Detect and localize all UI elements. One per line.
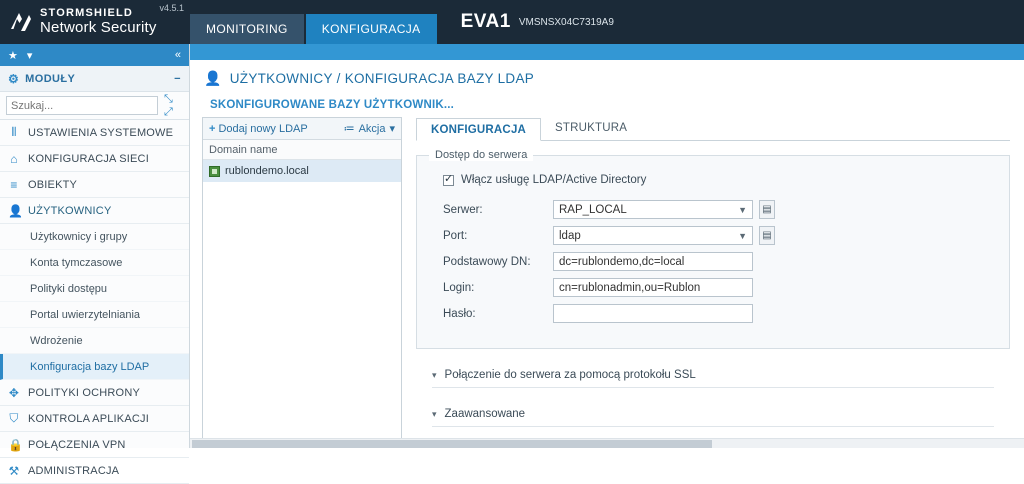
sidebar-item-label: KONFIGURACJA SIECI (28, 152, 149, 165)
haslo-label: Hasło: (443, 307, 476, 320)
collapsible-zaawansowane-label: Zaawansowane (444, 408, 526, 420)
serwer-select[interactable] (553, 200, 753, 219)
login-label: Login: (443, 281, 475, 294)
sidebar-item-label: UŻYTKOWNICY (28, 204, 112, 217)
sidebar-item-polityki-ochrony[interactable] (0, 380, 189, 406)
sidebar-item-label: POŁĄCZENIA VPN (28, 438, 126, 451)
field-row-serwer (433, 200, 993, 219)
haslo-input[interactable] (553, 304, 753, 323)
checkbox-icon[interactable] (443, 175, 454, 186)
top-tabs (190, 0, 439, 44)
port-list-button[interactable] (759, 226, 775, 245)
lock-icon: 🔒 (8, 437, 24, 452)
field-row-login (433, 278, 993, 297)
ldap-form-panel (416, 117, 1024, 439)
section-label: SKONFIGUROWANE BAZY UŻYTKOWNIK... (210, 99, 455, 111)
tools-icon: ⚒ (8, 463, 20, 478)
sidebar-item-uzytkownicy-i-grupy[interactable]: Użytkownicy i grupy (0, 224, 189, 250)
sidebar-item-konta-tymczasowe[interactable]: Konta tymczasowe (0, 250, 189, 276)
field-row-port (433, 226, 993, 245)
top-bar (0, 0, 1024, 44)
port-label: Port: (443, 229, 468, 242)
list-icon: ▤ (762, 230, 772, 241)
appliance-info (461, 0, 614, 44)
chevron-down-icon: ▼ (738, 204, 747, 215)
search-input[interactable] (6, 96, 158, 115)
sidebar-item-polityki-dostepu[interactable]: Polityki dostępu (0, 276, 189, 302)
sidebar-search-row (0, 92, 189, 120)
podstawowy-dn-input[interactable]: dc=rublondemo,dc=local (553, 252, 753, 271)
tab-struktura[interactable]: STRUKTURA (555, 122, 628, 134)
appliance-name: EVA1 (460, 11, 511, 32)
sidebar-item-uzytkownicy[interactable] (0, 198, 189, 224)
sidebar-item-ustawienia-systemowe[interactable] (0, 120, 189, 146)
modules-collapse-icon[interactable]: − (174, 72, 181, 85)
sidebar-item-label: KONTROLA APLIKACJI (28, 412, 149, 425)
list-icon: ▤ (762, 204, 772, 215)
fieldset-legend: Dostęp do serwera (429, 149, 533, 161)
sidebar-item-polaczenia-vpn[interactable] (0, 432, 189, 458)
enable-ldap-checkbox-row[interactable] (443, 174, 993, 186)
menu-icon: ≔ (343, 123, 355, 135)
firmware-version: v4.5.1 (159, 3, 184, 13)
action-label: Akcja (358, 122, 386, 135)
login-input[interactable]: cn=rublonadmin,ou=Rublon (553, 278, 753, 297)
sidebar-item-label: ADMINISTRACJA (28, 464, 120, 477)
sidebar-item-label: USTAWIENIA SYSTEMOWE (28, 126, 174, 139)
user-icon: 👤 (204, 70, 222, 86)
brand-line-1: STORMSHIELD (40, 7, 134, 20)
chevron-down-icon: ▾ (432, 369, 437, 380)
tab-konfiguracja-form[interactable]: KONFIGURACJA (416, 118, 541, 141)
serwer-list-button[interactable] (759, 200, 775, 219)
action-menu-button[interactable] (344, 122, 395, 135)
port-value: ldap (559, 229, 581, 242)
collapsible-ssl[interactable] (416, 369, 1010, 381)
page-title-text: UŻYTKOWNICY / KONFIGURACJA BAZY LDAP (229, 71, 535, 86)
collapsible-zaawansowane[interactable] (416, 408, 1010, 420)
sidebar-item-label: OBIEKTY (28, 178, 78, 191)
gear-icon: ⚙ (8, 71, 20, 86)
sidebar-item-label: POLITYKI OCHRONY (28, 386, 140, 399)
sidebar-item-administracja[interactable] (0, 458, 189, 484)
chevron-down-icon: ▾ (432, 408, 437, 419)
list-column-header: Domain name (203, 140, 401, 160)
form-tabs (416, 117, 1010, 141)
brand-text (40, 8, 157, 35)
sidebar-item-wdrozenie[interactable]: Wdrożenie (0, 328, 189, 354)
chevron-down-icon: ▼ (738, 230, 747, 241)
sidebar (0, 44, 190, 478)
list-toolbar (203, 118, 401, 140)
user-icon: 👤 (8, 203, 24, 218)
field-row-podstawowy-dn (433, 252, 993, 271)
serwer-value: RAP_LOCAL (559, 203, 627, 216)
horizontal-scrollbar[interactable] (190, 438, 1024, 448)
stormshield-logo-icon (8, 9, 34, 35)
network-icon: ⌂ (10, 151, 18, 166)
sidebar-favorites-bar[interactable] (0, 44, 189, 66)
list-item-label: rublondemo.local (225, 165, 309, 177)
add-ldap-button[interactable] (209, 123, 308, 135)
sidebar-item-konfiguracja-sieci[interactable] (0, 146, 189, 172)
sidebar-item-kontrola-aplikacji[interactable] (0, 406, 189, 432)
divider (432, 426, 994, 427)
server-access-fieldset (416, 149, 1010, 349)
table-row[interactable] (203, 160, 401, 182)
sidebar-item-obiekty[interactable] (0, 172, 189, 198)
sidebar-modules-header[interactable] (0, 66, 189, 92)
ldap-list-panel (202, 117, 402, 439)
tab-konfiguracja[interactable]: KONFIGURACJA (306, 14, 437, 44)
podstawowy-dn-label: Podstawowy DN: (443, 255, 531, 268)
collapsible-ssl-label: Połączenie do serwera za pomocą protokołu SSL (444, 369, 696, 381)
modules-label: MODUŁY (25, 72, 76, 85)
field-row-haslo (433, 304, 993, 323)
sidebar-collapse-icon[interactable]: « (174, 49, 181, 61)
sidebar-item-konfiguracja-bazy-ldap[interactable]: Konfiguracja bazy LDAP (0, 354, 189, 380)
ldap-database-icon (209, 166, 220, 177)
chevron-down-icon: ▾ (389, 123, 395, 135)
port-select[interactable] (553, 226, 753, 245)
expand-collapse-icons[interactable]: ⤡ ⤢ (164, 92, 174, 118)
star-icon[interactable]: ★ ▾ (8, 49, 36, 62)
brand-line-2: Network Security (40, 18, 157, 36)
add-ldap-label: Dodaj nowy LDAP (218, 122, 308, 135)
plus-icon: + (209, 122, 216, 135)
shield-icon: ✥ (8, 385, 20, 400)
content-row (190, 117, 1024, 439)
brand-logo-area (0, 0, 190, 44)
sidebar-item-portal-uwierzytelniania[interactable]: Portal uwierzytelniania (0, 302, 189, 328)
appliance-serial: VMSNSX04C7319A9 (518, 16, 614, 28)
page-title (190, 60, 1024, 95)
app-icon: ⛉ (9, 411, 19, 425)
sliders-icon: ⦀ (11, 125, 17, 139)
main-content (190, 60, 1024, 448)
serwer-label: Serwer: (443, 203, 483, 216)
divider (432, 387, 994, 388)
enable-ldap-label: Włącz usługę LDAP/Active Directory (461, 174, 647, 186)
stack-icon: ≡ (10, 177, 18, 192)
tab-monitoring[interactable]: MONITORING (190, 14, 304, 44)
scrollbar-thumb[interactable] (192, 440, 712, 448)
